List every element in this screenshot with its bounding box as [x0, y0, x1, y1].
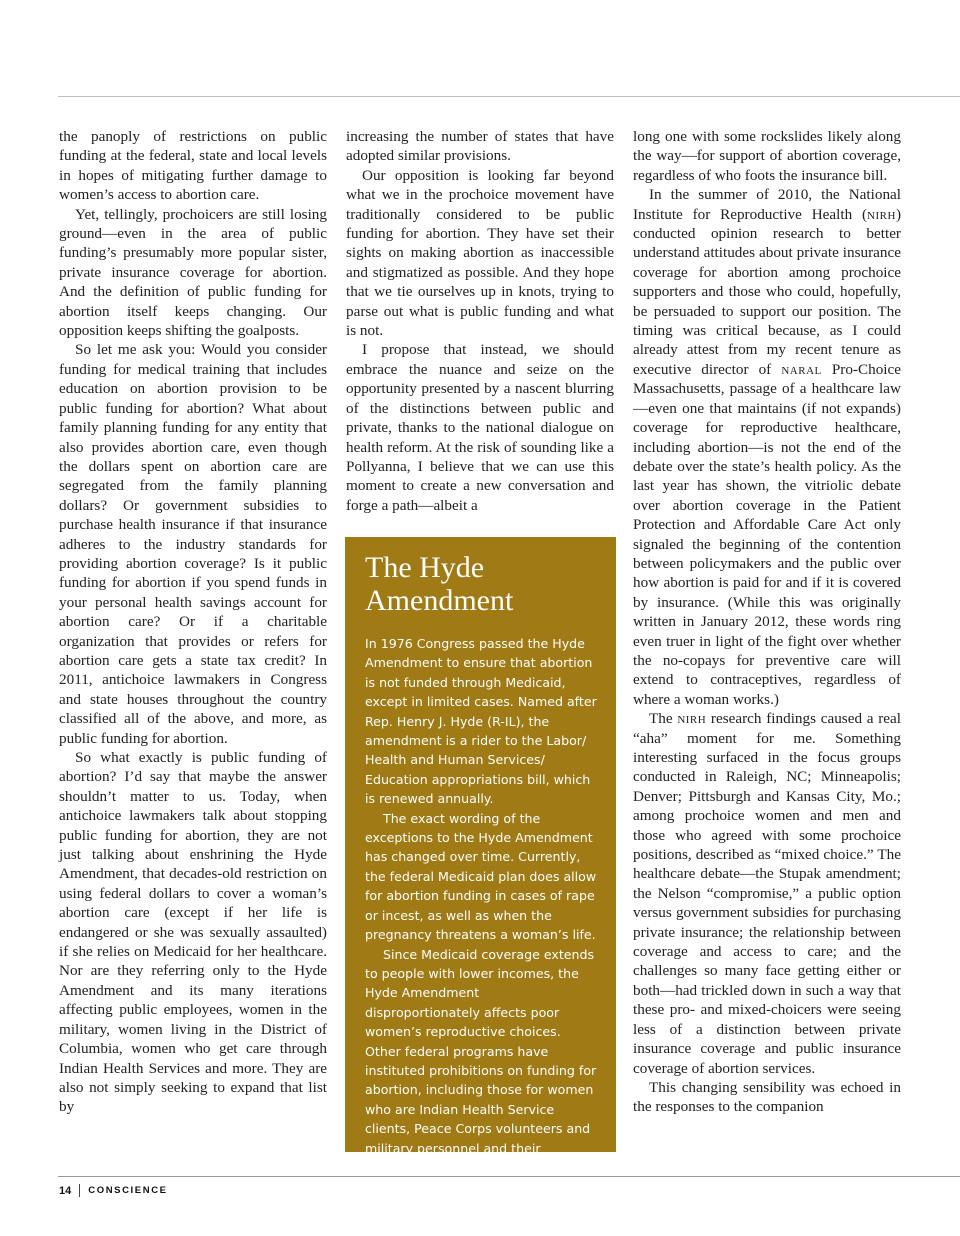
top-rule — [58, 96, 960, 97]
paragraph — [633, 185, 901, 709]
paragraph: the panoply of restrictions on public funding at the federal, state and local levels in hopes of mitigating further damage to women’s access to abortion care. — [59, 128, 327, 204]
sidebar-paragraph: Since Medicaid coverage extends to people with lower incomes, the Hyde Amendment disproportionately affects poor women’s reproductive choices. Other federal programs have instituted prohibitions on funding for abortion, including those for women who are Indian Health Service clients, Peace Corps volunteers and military personnel and their spouses. — [365, 946, 597, 1175]
page-number: 14 — [59, 1184, 72, 1197]
acronym: nirh — [867, 205, 896, 223]
acronym: naral — [781, 360, 822, 378]
text-run: The — [649, 710, 678, 728]
article-column-2 — [346, 127, 614, 515]
paragraph: So let me ask you: Would you consider funding for medical training that includes education on abortion provision to be public funding for abortion? What about family planning funding for any entity that also provides abortion care, even though the dollars spent on abortion care are segregated from the family planning dollars? Or government subsidies to purchase health insurance if that insurance adheres to the industry standards for providing abortion coverage? Is it public funding for abortion if you spend funds in your personal health savings account for abortion care? Or if a charitable organization that provides or refers for abortion care gets a state tax credit? In 2011, antichoice lawmakers in Congress and state houses throughout the country classified all of the above, and more, as public funding for abortion. — [59, 341, 327, 747]
magazine-name: CONSCIENCE — [88, 1185, 168, 1196]
paragraph: increasing the number of states that have adopted similar provisions. — [346, 128, 614, 165]
paragraph: This changing sensibility was echoed in the responses to the companion — [633, 1078, 901, 1116]
footer-rule — [58, 1176, 960, 1177]
paragraph: So what exactly is public funding of abortion? I’d say that maybe the answer shouldn’t matter to us. Today, when antichoice lawmakers talk about stopping public funding for abortion, they are not just talking about enshrining the Hyde Amendment, that decades-old restriction on using federal dollars to cover a woman’s abortion care (except if her life is endangered or she was sexually assaulted) if she relies on Medicaid for her healthcare. Nor are they referring only to the Hyde Amendment and its many iterations affecting public employees, women in the military, women living in the District of Columbia, women who get care through Indian Health Services and more. They are also not simply seeking to expand that list by — [59, 749, 327, 1116]
sidebar-paragraph: The exact wording of the exceptions to the Hyde Amendment has changed over time. Currently, the federal Medicaid plan does allow for abortion funding in cases of rape or incest, as well as when the pregnancy threatens a woman’s life. — [365, 810, 597, 943]
paragraph: long one with some rockslides likely along the way—for support of abortion coverage, regardless of who foots the insurance bill. — [633, 128, 901, 184]
text-run: In the summer of 2010, the National Institute for Reproductive Health ( — [633, 186, 901, 223]
article-column-1 — [59, 127, 327, 1117]
text-run: research findings caused a real “aha” moment for me. Something interesting surfaced in the focus groups conducted in Raleigh, NC; Minneapolis; Denver; Pittsburgh and Kansas City, Mo.; among prochoice women and men and those who agreed with some prochoice positions, described as “mixed choice.” The healthcare debate—the Stupak amendment; the Nelson “compromise,” a public option versus government subsidies for purchasing private insurance; the relationship between coverage and access to care; and the challenges so many face getting either or both—had trickled down in such a way that these pro- and mixed-choicers were seeing less of a distinction between private insurance coverage and public insurance coverage of abortion services. — [633, 710, 901, 1077]
text-run: Pro-Choice Massachusetts, passage of a healthcare law—even one that maintains (if not expands) coverage for reproductive healthcare, including abortion—is not the end of the debate over the state’s health policy. As the last year has shown, the vitriolic debate over abortion coverage in the Patient Protection and Affordable Care Act only signaled the beginning of the contention between policymakers and the public over how abortion is paid for and if it is covered by insurance. (While this was originally written in January 2012, these words ring even truer in light of the fight over whether the no-copays for preventive care will extend to contraceptives, regardless of where a woman works.) — [633, 360, 901, 708]
acronym: nirh — [677, 710, 707, 728]
paragraph: Yet, tellingly, prochoicers are still losing ground—even in the area of public funding’s presumably more popular sister, private insurance coverage for abortion. And the definition of public funding for abortion itself keeps changing. Our opposition keeps shifting the goalposts. — [59, 205, 327, 340]
paragraph — [633, 709, 901, 1078]
paragraph: Our opposition is looking far beyond what we in the prochoice movement have traditionally considered to be public funding for abortion. They have set their sights on making abortion as inaccessible and stigmatized as possible. And they hope that we tie ourselves up in knots, trying to parse out what is public funding and what is not. — [346, 166, 614, 340]
text-run: ) conducted opinion research to better understand attitudes about private insurance coverage for abortion among prochoice supporters and those who could, hopefully, be persuaded to support our position. The timing was critical because, as I could already attest from my recent tenure as executive director of — [633, 205, 901, 378]
paragraph: I propose that instead, we should embrace the nuance and seize on the opportunity presented by a nascent blurring of the distinctions between public and private, thanks to the national dialogue on health reform. At the risk of sounding like a Pollyanna, I believe that we can use this moment to create a new conversation and forge a path—albeit a — [346, 341, 614, 514]
article-column-3 — [633, 127, 901, 1117]
footer-divider — [79, 1184, 80, 1197]
page-footer — [59, 1184, 168, 1197]
sidebar-title: The Hyde Amendment — [365, 551, 514, 617]
hyde-amendment-sidebar — [345, 537, 616, 1175]
sidebar-paragraph: In 1976 Congress passed the Hyde Amendment to ensure that abortion is not funded through Medicaid, except in limited cases. Named after Rep. Henry J. Hyde (R-IL), the amendment is a rider to the Labor/ Health and Human Services/ Education appropriations bill, which is renewed annually. — [365, 636, 597, 807]
